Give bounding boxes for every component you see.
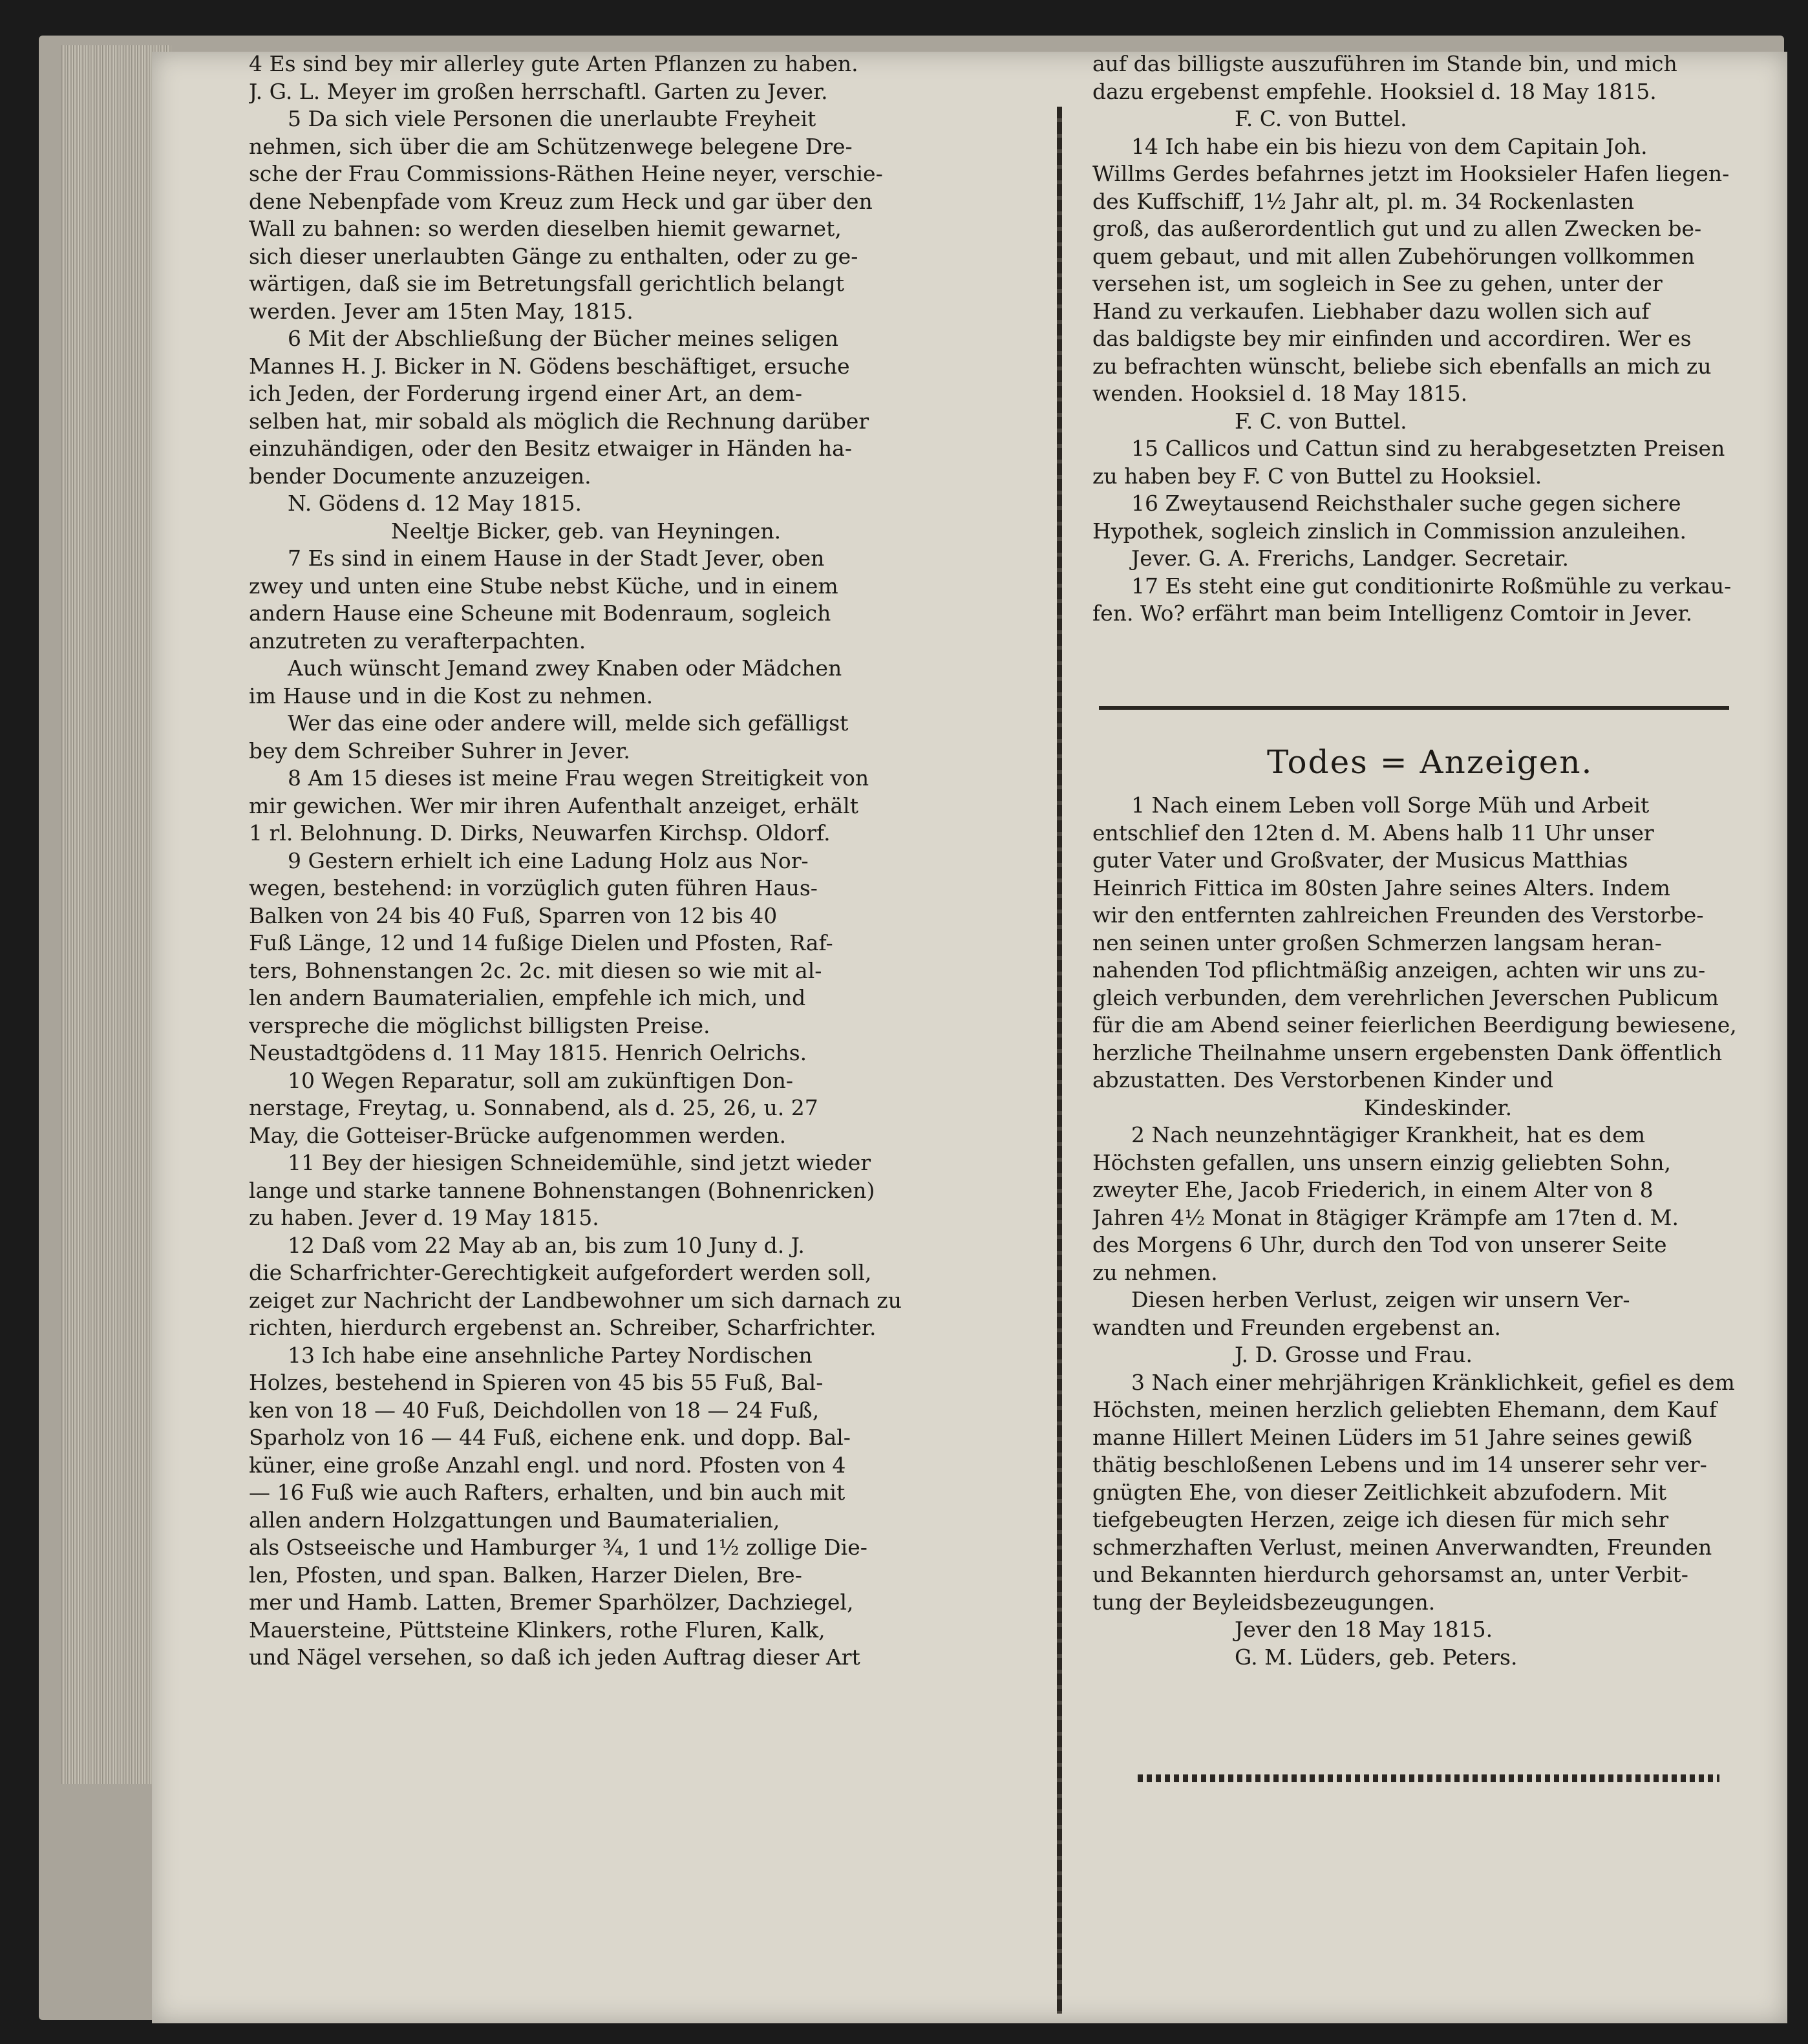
text-line: Sparholz von 16 — 44 Fuß, eichene enk. und dopp. Bal- — [249, 1425, 851, 1450]
text-line: 16 Zweytausend Reichsthaler suche gegen sichere — [1131, 491, 1681, 516]
text-line: andern Hause eine Scheune mit Bodenraum, sogleich — [249, 601, 831, 626]
text-line: entschlief den 12ten d. M. Abens halb 11 Uhr unser — [1092, 820, 1654, 846]
text-line: G. M. Lüders, geb. Peters. — [1235, 1644, 1518, 1670]
text-line: guter Vater und Großvater, der Musicus Matthias — [1092, 847, 1628, 873]
text-line: bender Documente anzuzeigen. — [249, 463, 591, 489]
text-line: ters, Bohnenstangen 2c. 2c. mit diesen so wie mit al- — [249, 957, 822, 983]
text-line: Fuß Länge, 12 und 14 fußige Dielen und Pfosten, Raf- — [249, 930, 833, 955]
text-line: 6 Mit der Abschließung der Bücher meines seligen — [288, 326, 838, 351]
text-line: Mannes H. J. Bicker in N. Gödens beschäftiget, ersuche — [249, 353, 850, 379]
text-line: manne Hillert Meinen Lüders im 51 Jahre seines gewiß — [1092, 1424, 1692, 1450]
text-line: 5 Da sich viele Personen die unerlaubte Freyheit — [288, 106, 816, 131]
text-line: 1 rl. Belohnung. D. Dirks, Neuwarfen Kirchsp. Oldorf. — [249, 820, 831, 846]
text-line: ich Jeden, der Forderung irgend einer Art, an dem- — [249, 381, 802, 406]
section-rule — [1099, 706, 1729, 710]
text-line: 11 Bey der hiesigen Schneidemühle, sind jetzt wieder — [288, 1150, 871, 1175]
text-line: sich dieser unerlaubten Gänge zu enthalten, oder zu ge- — [249, 243, 858, 269]
text-line: zu nehmen. — [1092, 1259, 1218, 1285]
text-line: herzliche Theilnahme unsern ergebensten Dank öffentlich — [1092, 1039, 1723, 1065]
text-line: 10 Wegen Reparatur, soll am zukünftigen Don- — [288, 1067, 794, 1093]
text-line: als Ostseeische und Hamburger ¾, 1 und 1½ zollige Die- — [249, 1535, 867, 1560]
text-line: und Nägel versehen, so daß ich jeden Auftrag dieser Art — [249, 1645, 860, 1670]
text-line: 12 Daß vom 22 May ab an, bis zum 10 Juny d. J. — [288, 1232, 805, 1258]
text-line: 3 Nach einer mehrjährigen Kränklichkeit, gefiel es dem — [1131, 1369, 1735, 1395]
text-line: die Scharfrichter-Gerechtigkeit aufgefordert werden soll, — [249, 1260, 872, 1285]
text-line: 1 Nach einem Leben voll Sorge Müh und Arbeit — [1131, 793, 1650, 818]
text-line: Holzes, bestehend in Spieren von 45 bis 55 Fuß, Bal- — [249, 1370, 824, 1395]
text-line: — 16 Fuß wie auch Rafters, erhalten, und bin auch mit — [249, 1480, 846, 1505]
text-line: tung der Beyleidsbezeugungen. — [1092, 1589, 1436, 1615]
text-line: Diesen herben Verlust, zeigen wir unsern Ver- — [1131, 1287, 1630, 1312]
text-line: auf das billigste auszuführen im Stande bin, und mich — [1092, 51, 1677, 76]
text-line: wandten und Freunden ergebenst an. — [1092, 1314, 1502, 1340]
text-line: nahenden Tod pflichtmäßig anzeigen, achten wir uns zu- — [1092, 957, 1706, 983]
text-line: May, die Gotteiser-Brücke aufgenommen werden. — [249, 1122, 787, 1148]
text-line: versehen ist, um sogleich in See zu gehen, unter der — [1092, 271, 1663, 296]
text-line: Wall zu bahnen: so werden dieselben hiemit gewarnet, — [249, 216, 842, 241]
text-line: 2 Nach neunzehntägiger Krankheit, hat es dem — [1131, 1122, 1646, 1147]
text-line: Willms Gerdes befahrnes jetzt im Hooksieler Hafen liegen- — [1092, 161, 1730, 186]
text-line: anzutreten zu verafterpachten. — [249, 628, 586, 654]
text-line: 15 Callicos und Cattun sind zu herabgesetzten Preisen — [1131, 436, 1725, 461]
text-line: wir den entfernten zahlreichen Freunden des Verstorbe- — [1092, 902, 1704, 928]
text-line: allen andern Holzgattungen und Baumaterialien, — [249, 1507, 780, 1533]
text-line: F. C. von Buttel. — [1235, 408, 1407, 434]
text-line: schmerzhaften Verlust, meinen Anverwandten, Freunden — [1092, 1534, 1712, 1560]
text-line: wenden. Hooksiel d. 18 May 1815. — [1092, 381, 1468, 406]
text-line: Hand zu verkaufen. Liebhaber dazu wollen sich auf — [1092, 298, 1650, 324]
text-line: 13 Ich habe eine ansehnliche Partey Nordischen — [288, 1342, 813, 1368]
text-line: Balken von 24 bis 40 Fuß, Sparren von 12 bis 40 — [249, 902, 778, 928]
column-divider — [1057, 107, 1062, 2014]
right-column-top — [1092, 50, 1739, 628]
text-line: Jever den 18 May 1815. — [1235, 1617, 1493, 1642]
text-line: len andern Baumaterialien, empfehle ich mich, und — [249, 985, 806, 1010]
text-line: Kindeskinder. — [1364, 1094, 1513, 1120]
text-line: lange und starke tannene Bohnenstangen (Bohnenricken) — [249, 1177, 875, 1203]
text-line: mer und Hamb. Latten, Bremer Sparhölzer, Dachziegel, — [249, 1590, 854, 1615]
text-line: thätig beschloßenen Lebens und im 14 unserer sehr ver- — [1092, 1452, 1707, 1477]
text-line: 4 Es sind bey mir allerley gute Arten Pflanzen zu haben. — [249, 51, 858, 76]
text-line: Jahren 4½ Monat in 8tägiger Krämpfe am 17ten d. M. — [1092, 1204, 1679, 1230]
text-line: 17 Es steht eine gut conditionirte Roßmühle zu verkau- — [1131, 573, 1732, 599]
text-line: zu befrachten wünscht, beliebe sich ebenfalls an mich zu — [1092, 353, 1712, 379]
text-line: Höchsten gefallen, uns unsern einzig geliebten Sohn, — [1092, 1149, 1671, 1175]
text-line: richten, hierdurch ergebenst an. Schreiber, Scharfrichter. — [249, 1315, 877, 1340]
text-line: len, Pfosten, und span. Balken, Harzer Dielen, Bre- — [249, 1562, 802, 1588]
text-line: Wer das eine oder andere will, melde sich gefälligst — [288, 710, 849, 736]
left-column — [249, 50, 1031, 1672]
text-line: dene Nebenpfade vom Kreuz zum Heck und gar über den — [249, 188, 873, 214]
closing-wavy-rule — [1138, 1774, 1719, 1782]
text-line: selben hat, mir sobald als möglich die Rechnung darüber — [249, 408, 869, 434]
text-line: nehmen, sich über die am Schützenwege belegene Dre- — [249, 133, 853, 159]
text-line: Heinrich Fittica im 80sten Jahre seines Alters. Indem — [1092, 875, 1670, 900]
text-line: Jever. G. A. Frerichs, Landger. Secretair. — [1131, 546, 1569, 571]
text-line: tiefgebeugten Herzen, zeige ich diesen für mich sehr — [1092, 1507, 1669, 1532]
text-line: Neeltje Bicker, geb. van Heyningen. — [391, 518, 782, 544]
text-line: Hypothek, sogleich zinslich in Commission anzuleihen. — [1092, 518, 1687, 544]
text-line: dazu ergebenst empfehle. Hooksiel d. 18 May 1815. — [1092, 78, 1657, 104]
text-line: gleich verbunden, dem verehrlichen Jeverschen Publicum — [1092, 985, 1719, 1010]
text-line: zu haben bey F. C von Buttel zu Hooksiel. — [1092, 463, 1542, 489]
text-line: wegen, bestehend: in vorzüglich guten führen Haus- — [249, 875, 818, 900]
text-line: wärtigen, daß sie im Betretungsfall gerichtlich belangt — [249, 271, 845, 296]
text-line: das baldigste bey mir einfinden und accordiren. Wer es — [1092, 326, 1692, 351]
text-line: zwey und unten eine Stube nebst Küche, und in einem — [249, 573, 838, 599]
text-line: 9 Gestern erhielt ich eine Ladung Holz aus Nor- — [288, 847, 809, 873]
text-line: gnügten Ehe, von dieser Zeitlichkeit abzufodern. Mit — [1092, 1479, 1667, 1505]
text-line: zeiget zur Nachricht der Landbewohner um sich darnach zu — [249, 1287, 902, 1313]
text-line: 7 Es sind in einem Hause in der Stadt Jever, oben — [288, 546, 825, 571]
text-line: einzuhändigen, oder den Besitz etwaiger in Händen ha- — [249, 436, 852, 461]
right-column-bottom — [1092, 792, 1739, 1671]
text-line: bey dem Schreiber Suhrer in Jever. — [249, 738, 630, 763]
text-line: sche der Frau Commissions-Räthen Heine neyer, verschie- — [249, 161, 883, 186]
text-line: abzustatten. Des Verstorbenen Kinder und — [1092, 1067, 1554, 1092]
text-line: quem gebaut, und mit allen Zubehörungen vollkommen — [1092, 243, 1695, 269]
text-line: ken von 18 — 40 Fuß, Deichdollen von 18 — 24 Fuß, — [249, 1397, 820, 1423]
text-line: Höchsten, meinen herzlich geliebten Ehemann, dem Kauf — [1092, 1397, 1718, 1422]
text-line: zweyter Ehe, Jacob Friederich, in einem Alter von 8 — [1092, 1177, 1654, 1202]
text-line: und Bekannten hierdurch gehorsamst an, unter Verbit- — [1092, 1562, 1688, 1587]
text-line: nen seinen unter großen Schmerzen langsam heran- — [1092, 930, 1662, 955]
text-line: Neustadtgödens d. 11 May 1815. Henrich Oelrichs. — [249, 1040, 807, 1065]
text-line: groß, das außerordentlich gut und zu allen Zwecken be- — [1092, 216, 1702, 241]
text-line: im Hause und in die Kost zu nehmen. — [249, 683, 654, 708]
text-line: 8 Am 15 dieses ist meine Frau wegen Streitigkeit von — [288, 765, 869, 791]
text-line: J. D. Grosse und Frau. — [1235, 1342, 1473, 1367]
text-line: zu haben. Jever d. 19 May 1815. — [249, 1205, 599, 1230]
text-line: mir gewichen. Wer mir ihren Aufenthalt anzeiget, erhält — [249, 793, 858, 818]
text-line: verspreche die möglichst billigsten Preise. — [249, 1012, 710, 1038]
section-title: Todes = Anzeigen. — [1267, 743, 1593, 781]
text-line: N. Gödens d. 12 May 1815. — [288, 491, 582, 516]
text-line: F. C. von Buttel. — [1235, 106, 1407, 131]
text-line: Mauersteine, Püttsteine Klinkers, rothe Fluren, Kalk, — [249, 1617, 825, 1643]
text-line: für die am Abend seiner feierlichen Beerdigung bewiesene, — [1092, 1012, 1737, 1038]
text-line: fen. Wo? erfährt man beim Intelligenz Comtoir in Jever. — [1092, 601, 1693, 626]
text-line: des Morgens 6 Uhr, durch den Tod von unserer Seite — [1092, 1232, 1667, 1257]
text-line: des Kuffschiff, 1½ Jahr alt, pl. m. 34 Rockenlasten — [1092, 188, 1635, 214]
text-line: Auch wünscht Jemand zwey Knaben oder Mädchen — [288, 655, 842, 681]
text-line: 14 Ich habe ein bis hiezu von dem Capitain Joh. — [1131, 133, 1648, 159]
text-line: J. G. L. Meyer im großen herrschaftl. Garten zu Jever. — [249, 78, 828, 104]
text-line: werden. Jever am 15ten May, 1815. — [249, 298, 633, 324]
text-line: nerstage, Freytag, u. Sonnabend, als d. 25, 26, u. 27 — [249, 1095, 818, 1120]
text-line: küner, eine große Anzahl engl. und nord. Pfosten von 4 — [249, 1452, 846, 1478]
